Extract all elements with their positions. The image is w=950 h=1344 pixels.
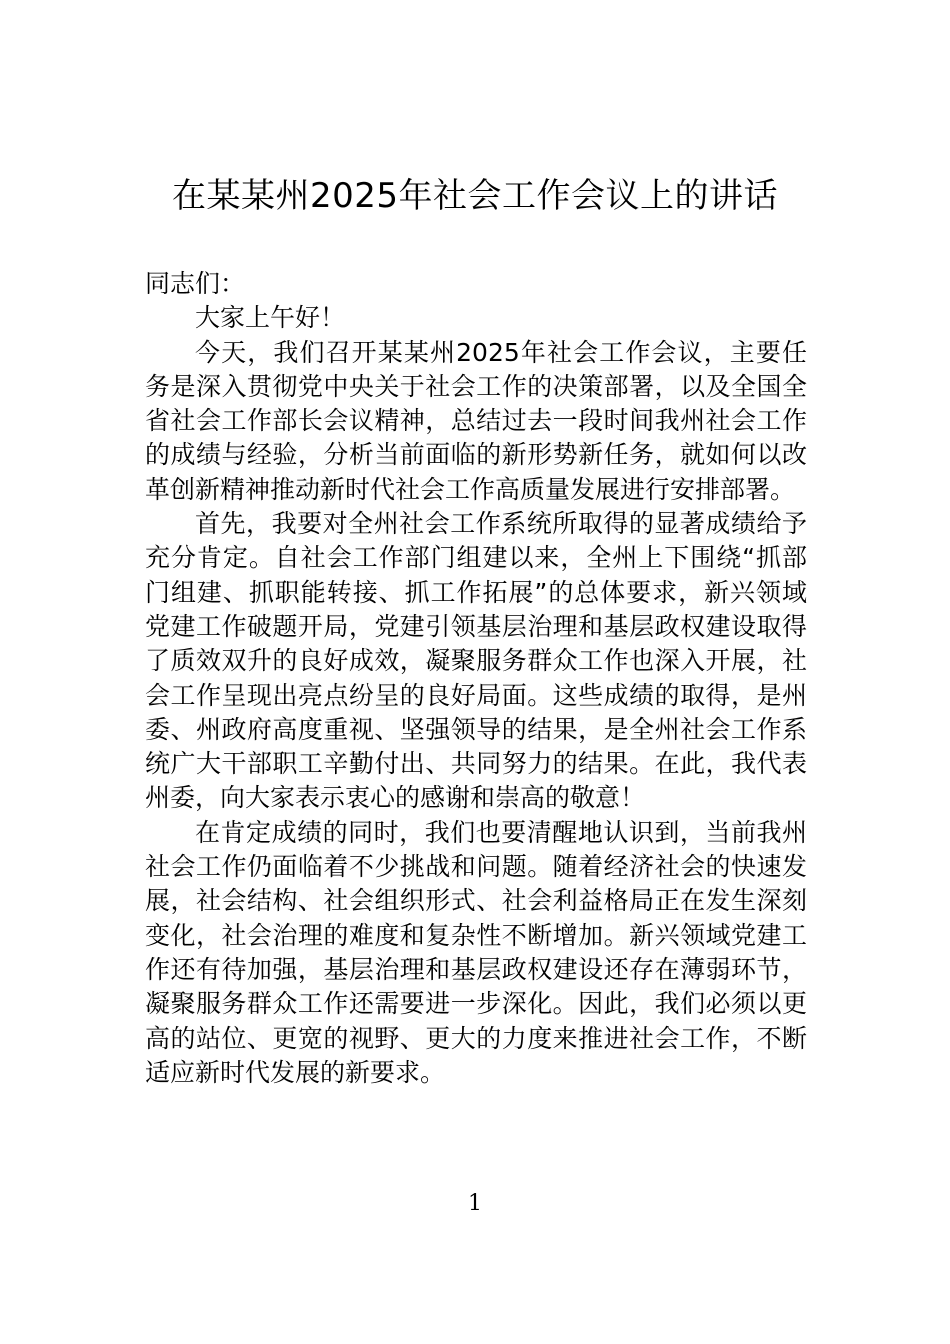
- paragraph-achievements: 首先，我要对全州社会工作系统所取得的显著成绩给予充分肯定。自社会工作部门组建以来，全州上下围绕“抓部门组建、抓职能转接、抓工作拓展”的总体要求，新兴领域党建工作破题开局，党建引领基层治理和基层政权建设取得了质效双升的良好成效，凝聚服务群众工作也深入开展，社会工作呈现出亮点纷呈的良好局面。这些成绩的取得，是州委、州政府高度重视、坚强领导的结果，是全州社会工作系统广大干部职工辛勤付出、共同努力的结果。在此，我代表州委，向大家表示衷心的感谢和崇高的敬意！: [145, 509, 807, 813]
- document-title: 在某某州2025年社会工作会议上的讲话: [171, 176, 779, 216]
- document-body: [145, 267, 807, 1090]
- paragraph-challenges: 在肯定成绩的同时，我们也要清醒地认识到，当前我州社会工作仍面临着不少挑战和问题。随着经济社会的快速发展，社会结构、社会组织形式、社会利益格局正在发生深刻变化，社会治理的难度和复杂性不断增加。新兴领域党建工作还有待加强，基层治理和基层政权建设还存在薄弱环节，凝聚服务群众工作还需要进一步深化。因此，我们必须以更高的站位、更宽的视野、更大的力度来推进社会工作，不断适应新时代发展的新要求。: [145, 817, 807, 1087]
- salutation: 同志们：: [145, 269, 246, 298]
- page-number: 1: [468, 1191, 482, 1216]
- paragraph-purpose: 今天，我们召开某某州2025年社会工作会议，主要任务是深入贯彻党中央关于社会工作的决策部署，以及全国全省社会工作部长会议精神，总结过去一段时间我州社会工作的成绩与经验，分析当前面临的新形势新任务，就如何以改革创新精神推动新时代社会工作高质量发展进行安排部署。: [145, 337, 807, 504]
- paragraph-greeting: 大家上午好！: [195, 303, 346, 333]
